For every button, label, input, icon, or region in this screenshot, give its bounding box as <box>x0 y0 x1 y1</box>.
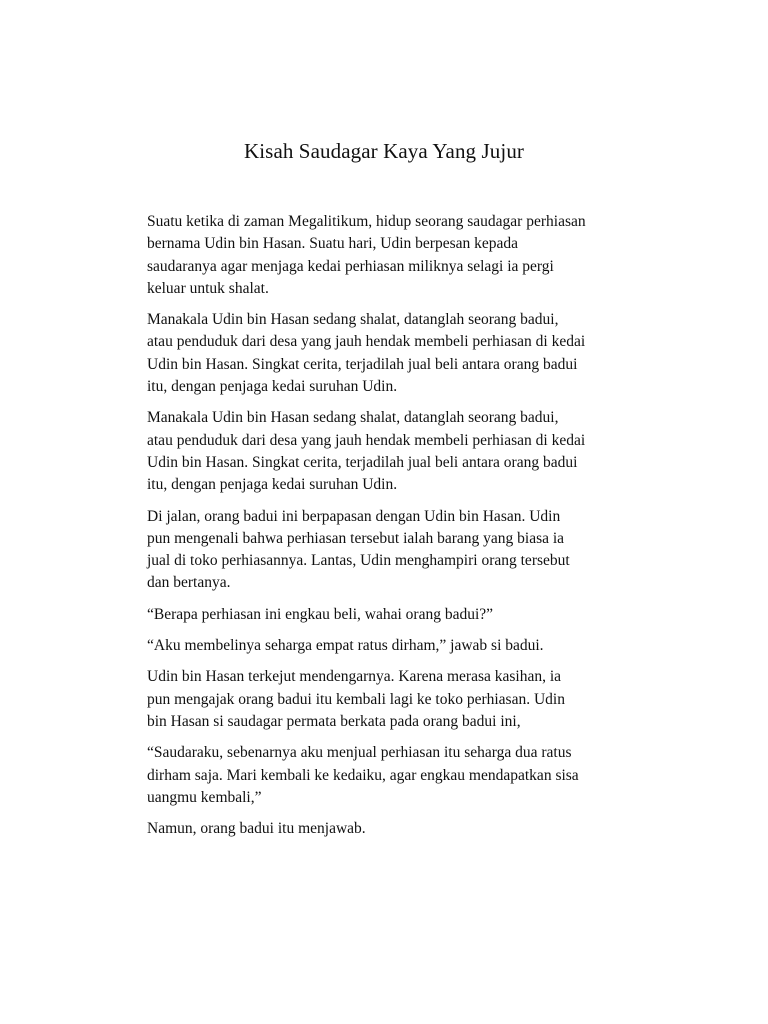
paragraph <box>147 818 647 840</box>
paragraph <box>147 742 647 809</box>
text-line: itu, dengan penjaga kedai suruhan Udin. <box>147 476 398 494</box>
paragraph <box>147 309 647 398</box>
text-line: Di jalan, orang badui ini berpapasan dengan Udin bin Hasan. Udin <box>147 507 561 525</box>
text-line: pun mengajak orang badui itu kembali lagi ke toko perhiasan. Udin <box>147 690 565 708</box>
text-line: Udin bin Hasan. Singkat cerita, terjadilah jual beli antara orang badui <box>147 355 578 373</box>
text-line: “Berapa perhiasan ini engkau beli, wahai orang badui?” <box>147 605 494 623</box>
paragraph <box>147 635 647 657</box>
text-line: saudaranya agar menjaga kedai perhiasan miliknya selagi ia pergi <box>147 257 554 275</box>
text-line: atau penduduk dari desa yang jauh hendak membeli perhiasan di kedai <box>147 431 586 449</box>
text-line: dirham saja. Mari kembali ke kedaiku, agar engkau mendapatkan sisa <box>147 766 579 784</box>
text-line: Manakala Udin bin Hasan sedang shalat, datanglah seorang badui, <box>147 409 559 427</box>
text-line: itu, dengan penjaga kedai suruhan Udin. <box>147 378 398 396</box>
paragraph <box>147 604 647 626</box>
text-line: Udin bin Hasan terkejut mendengarnya. Karena merasa kasihan, ia <box>147 668 562 686</box>
text-line: “Aku membelinya seharga empat ratus dirham,” jawab si badui. <box>147 637 544 655</box>
paragraph <box>147 506 647 595</box>
text-line: uangmu kembali,” <box>147 788 262 806</box>
text-line: bernama Udin bin Hasan. Suatu hari, Udin berpesan kepada <box>147 235 519 253</box>
paragraph <box>147 407 647 496</box>
text-line: keluar untuk shalat. <box>147 279 269 297</box>
text-line: Suatu ketika di zaman Megalitikum, hidup seorang saudagar perhiasan <box>147 213 586 230</box>
document-body <box>147 211 647 849</box>
paragraph <box>147 666 647 733</box>
text-line: pun mengenali bahwa perhiasan tersebut ialah barang yang biasa ia <box>147 529 565 547</box>
text-line: bin Hasan si saudagar permata berkata pada orang badui ini, <box>147 712 521 730</box>
document-title: Kisah Saudagar Kaya Yang Jujur <box>243 139 525 163</box>
paragraph <box>147 211 647 300</box>
text-line: atau penduduk dari desa yang jauh hendak membeli perhiasan di kedai <box>147 333 586 351</box>
text-line: dan bertanya. <box>147 574 231 592</box>
text-line: Manakala Udin bin Hasan sedang shalat, datanglah seorang badui, <box>147 311 559 329</box>
text-line: Namun, orang badui itu menjawab. <box>147 820 366 838</box>
text-line: jual di toko perhiasannya. Lantas, Udin menghampiri orang tersebut <box>147 552 570 570</box>
text-line: Udin bin Hasan. Singkat cerita, terjadilah jual beli antara orang badui <box>147 453 578 471</box>
text-line: “Saudaraku, sebenarnya aku menjual perhiasan itu seharga dua ratus <box>147 744 572 762</box>
